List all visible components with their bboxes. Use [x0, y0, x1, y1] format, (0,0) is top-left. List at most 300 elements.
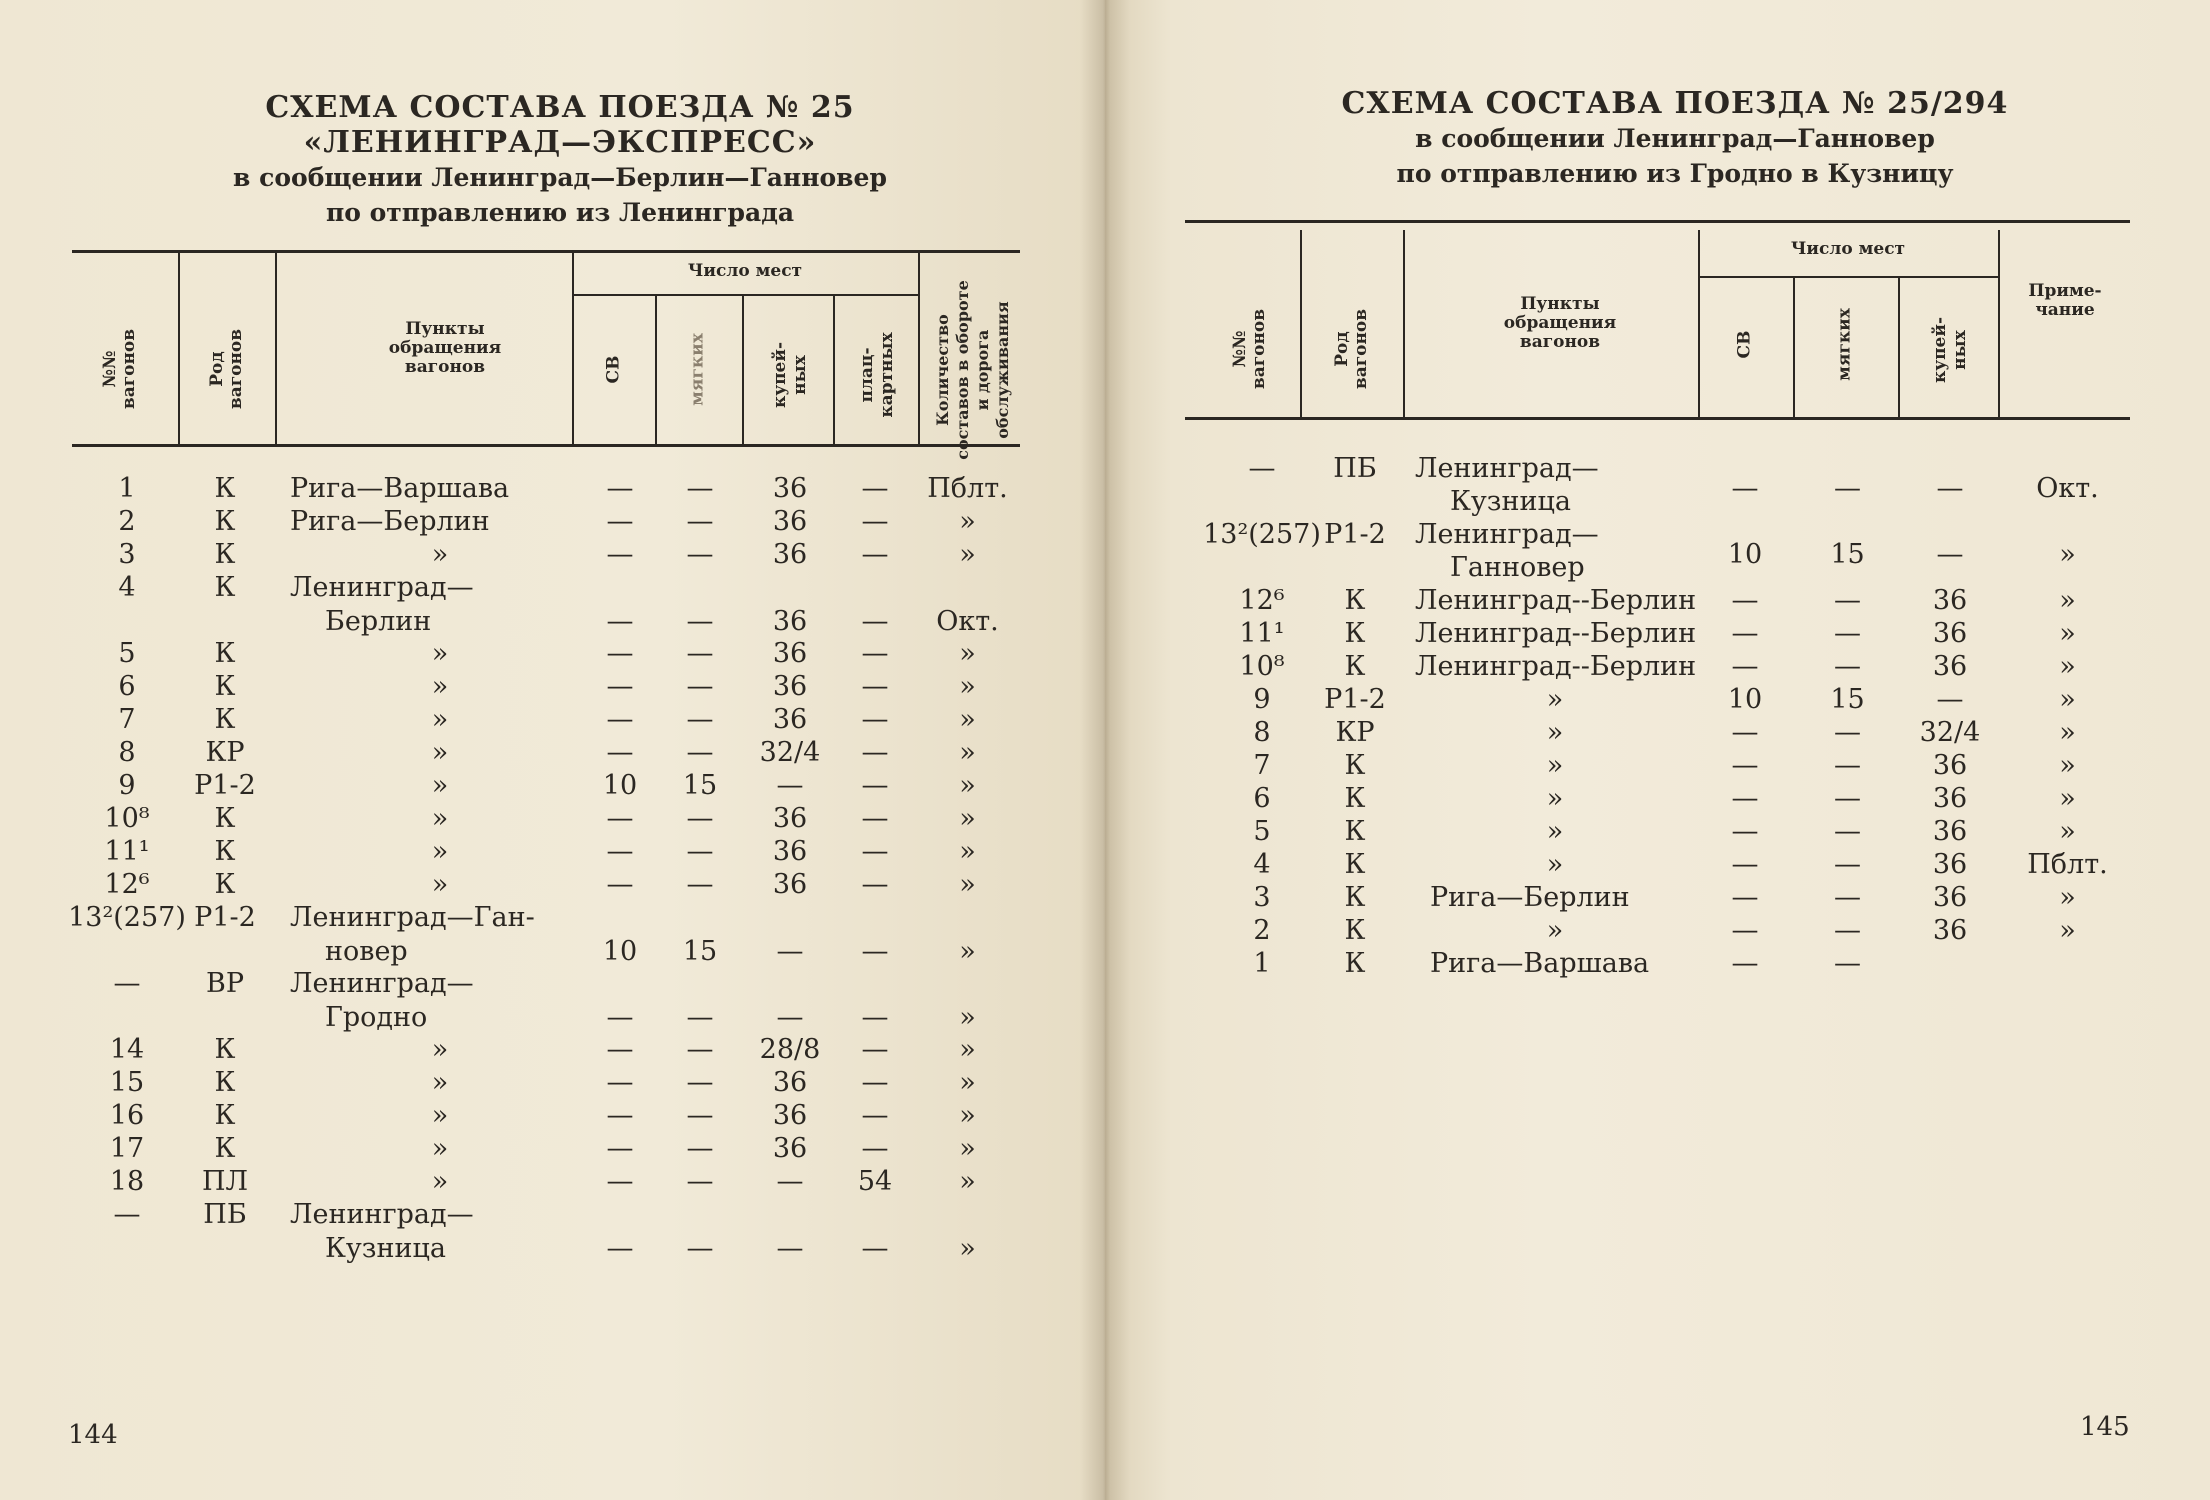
- cell-note: »: [959, 803, 976, 834]
- cell-soft: —: [686, 638, 714, 669]
- cell-no: 2: [118, 506, 136, 537]
- cell-note: »: [959, 770, 976, 801]
- cell-type: К: [214, 836, 236, 867]
- cell-route2: Кузница: [325, 1233, 446, 1264]
- cell-coupe: 36: [772, 704, 808, 735]
- cell-coupe: 36: [1932, 849, 1968, 880]
- cell-soft: —: [1834, 915, 1861, 946]
- left-title-line1: СХЕМА СОСТАВА ПОЕЗДА № 25: [265, 90, 855, 125]
- table-row: [1105, 716, 2210, 749]
- cell-coupe: 36: [772, 638, 808, 669]
- cell-sv: 10: [1727, 539, 1763, 570]
- cell-route: »: [1546, 717, 1564, 748]
- cell-coupe: —: [776, 936, 804, 967]
- cell-route2: Ганновер: [1450, 552, 1585, 583]
- cell-type: К: [1344, 618, 1366, 649]
- table-row: [1105, 683, 2210, 716]
- cell-no: 14: [109, 1034, 145, 1065]
- table-row: [0, 736, 1105, 770]
- cell-type: К: [214, 506, 236, 537]
- cell-route: »: [431, 1133, 449, 1164]
- cell-coupe: —: [1936, 684, 1964, 715]
- cell-platz: —: [861, 638, 889, 669]
- cell-no: 12⁶: [1239, 585, 1285, 616]
- cell-platz: —: [861, 473, 889, 504]
- cell-note: »: [959, 1166, 976, 1197]
- cell-type: К: [1344, 651, 1366, 682]
- table-row: [0, 571, 1105, 639]
- cell-platz: —: [861, 869, 889, 900]
- cell-no: 16: [109, 1100, 145, 1131]
- cell-type: К: [214, 869, 236, 900]
- cell-platz: —: [861, 539, 889, 570]
- cell-coupe: 36: [772, 803, 808, 834]
- cell-soft: —: [686, 737, 714, 768]
- cell-sv: 10: [1727, 684, 1763, 715]
- cell-soft: —: [1834, 750, 1861, 781]
- cell-no: 7: [1253, 750, 1271, 781]
- cell-type: К: [214, 1034, 236, 1065]
- left-header-seats: Число мест: [687, 261, 803, 281]
- table-row: [1105, 782, 2210, 815]
- cell-soft: —: [1834, 816, 1861, 847]
- table-row: [1105, 518, 2210, 584]
- cell-note: »: [959, 1233, 976, 1264]
- cell-route: »: [431, 704, 449, 735]
- cell-type: Р1-2: [1324, 684, 1386, 715]
- cell-type: К: [214, 803, 236, 834]
- cell-no: 18: [109, 1166, 145, 1197]
- right-table-top-rule: [1185, 220, 2130, 223]
- cell-coupe: 36: [1932, 882, 1968, 913]
- cell-route: Рига—Варшава: [290, 473, 510, 504]
- cell-route: »: [431, 539, 449, 570]
- left-col-rule: [833, 296, 835, 444]
- cell-note: Пблт.: [927, 473, 1008, 504]
- table-row: [1105, 452, 2210, 518]
- left-col-rule: [742, 296, 744, 444]
- cell-coupe: —: [1936, 473, 1964, 504]
- cell-route: »: [1546, 816, 1564, 847]
- cell-sv: —: [606, 638, 634, 669]
- right-col-rule: [1300, 230, 1302, 417]
- left-table-top-rule: [72, 250, 1020, 253]
- cell-route: Ленинград--Берлин: [1415, 585, 1697, 616]
- table-row: [1105, 914, 2210, 947]
- table-row: [1105, 815, 2210, 848]
- cell-coupe: 36: [772, 869, 808, 900]
- cell-note: »: [959, 737, 976, 768]
- cell-sv: —: [1731, 473, 1759, 504]
- cell-no: 17: [109, 1133, 145, 1164]
- cell-sv: —: [1731, 750, 1759, 781]
- cell-note: Окт.: [936, 606, 999, 637]
- table-row: [0, 505, 1105, 539]
- cell-type: К: [214, 539, 236, 570]
- right-header-wagon-no: №№ вагонов: [1230, 308, 1269, 390]
- cell-coupe: 36: [772, 606, 808, 637]
- left-header-bottom-rule: [72, 444, 1020, 447]
- cell-note: »: [959, 1034, 976, 1065]
- table-row: [0, 901, 1105, 969]
- cell-note: »: [959, 836, 976, 867]
- cell-soft: —: [686, 1100, 714, 1131]
- cell-route2: Берлин: [325, 606, 432, 637]
- table-row: [0, 802, 1105, 836]
- cell-sv: —: [606, 869, 634, 900]
- cell-platz: —: [861, 1233, 889, 1264]
- left-title: [170, 90, 950, 230]
- right-header-route: Пункты обращения вагонов: [1503, 294, 1617, 352]
- cell-sv: —: [1731, 717, 1759, 748]
- cell-sv: —: [1731, 618, 1759, 649]
- cell-no: 11¹: [1239, 618, 1285, 649]
- cell-platz: —: [861, 770, 889, 801]
- cell-platz: —: [861, 506, 889, 537]
- cell-type: ПБ: [1333, 453, 1377, 484]
- cell-no: 1: [118, 473, 136, 504]
- cell-note: »: [959, 704, 976, 735]
- cell-coupe: 36: [772, 1067, 808, 1098]
- right-header-note: Приме-чание: [2028, 281, 2102, 320]
- cell-soft: —: [686, 506, 714, 537]
- cell-note: »: [959, 1100, 976, 1131]
- cell-sv: —: [606, 1002, 634, 1033]
- cell-note: »: [959, 936, 976, 967]
- cell-sv: —: [606, 1067, 634, 1098]
- cell-type: К: [214, 638, 236, 669]
- cell-note: »: [959, 671, 976, 702]
- cell-platz: —: [861, 1002, 889, 1033]
- left-title-line4: по отправлению из Ленинграда: [325, 198, 795, 227]
- table-row: [0, 1165, 1105, 1199]
- cell-type: К: [1344, 849, 1366, 880]
- cell-no: 5: [118, 638, 136, 669]
- cell-coupe: 36: [1932, 783, 1968, 814]
- cell-no: 13²(257): [1203, 519, 1321, 550]
- table-row: [1105, 584, 2210, 617]
- cell-type: К: [214, 671, 236, 702]
- cell-coupe: 36: [772, 671, 808, 702]
- cell-note: Пблт.: [2027, 849, 2108, 880]
- cell-no: 5: [1253, 816, 1271, 847]
- cell-type: К: [214, 1100, 236, 1131]
- cell-type: К: [214, 1067, 236, 1098]
- cell-no: 4: [118, 572, 136, 603]
- cell-type: К: [1344, 816, 1366, 847]
- cell-coupe: 36: [1932, 651, 1968, 682]
- cell-route: »: [431, 671, 449, 702]
- cell-no: 15: [109, 1067, 145, 1098]
- cell-route: Ленинград--Берлин: [1415, 618, 1697, 649]
- cell-no: 3: [1253, 882, 1271, 913]
- cell-note: »: [959, 539, 976, 570]
- cell-coupe: —: [776, 1233, 804, 1264]
- cell-sv: —: [606, 473, 634, 504]
- cell-note: »: [959, 1067, 976, 1098]
- cell-coupe: 36: [772, 506, 808, 537]
- cell-soft: 15: [682, 936, 718, 967]
- cell-sv: —: [1731, 849, 1759, 880]
- table-row: [1105, 749, 2210, 782]
- cell-type: К: [1344, 948, 1366, 979]
- cell-sv: —: [606, 606, 634, 637]
- cell-coupe: 36: [1932, 618, 1968, 649]
- cell-no: 10⁸: [1239, 651, 1285, 682]
- left-title-line2: «ЛЕНИНГРАД—ЭКСПРЕСС»: [303, 125, 817, 160]
- cell-soft: —: [1834, 783, 1861, 814]
- cell-no: 1: [1253, 948, 1271, 979]
- cell-route: Ленинград—: [290, 572, 474, 603]
- left-header-count: Количество составов в обороте и дорога обслуживания: [933, 280, 1012, 460]
- cell-route: »: [1546, 915, 1564, 946]
- cell-no: —: [113, 1199, 141, 1230]
- cell-type: К: [214, 473, 236, 504]
- cell-route: Ленинград—: [290, 968, 474, 999]
- cell-coupe: —: [776, 1002, 804, 1033]
- cell-no: 3: [118, 539, 136, 570]
- right-header-soft: мягких: [1834, 308, 1855, 381]
- cell-coupe: 36: [1932, 915, 1968, 946]
- cell-note: »: [2059, 750, 2076, 781]
- cell-type: ПБ: [203, 1199, 247, 1230]
- cell-note: »: [2059, 882, 2076, 913]
- cell-sv: —: [606, 1100, 634, 1131]
- left-header-route: Пункты обращения вагонов: [388, 319, 502, 377]
- cell-note: »: [2059, 618, 2076, 649]
- cell-coupe: 36: [772, 1133, 808, 1164]
- table-row: [1105, 881, 2210, 914]
- cell-soft: 15: [682, 770, 718, 801]
- cell-no: —: [1248, 453, 1276, 484]
- cell-route: »: [1546, 849, 1564, 880]
- left-col-rule: [918, 252, 920, 444]
- cell-coupe: 36: [772, 1100, 808, 1131]
- right-header-seats: Число мест: [1790, 239, 1906, 259]
- right-header-coupe: купей-ных: [1930, 316, 1970, 384]
- cell-type: Р1-2: [1324, 519, 1386, 550]
- cell-platz: —: [861, 1034, 889, 1065]
- cell-platz: —: [861, 1133, 889, 1164]
- cell-type: Р1-2: [194, 902, 256, 933]
- cell-soft: —: [686, 836, 714, 867]
- cell-sv: —: [606, 1166, 634, 1197]
- cell-sv: —: [1731, 783, 1759, 814]
- left-header-soft: мягких: [687, 333, 708, 406]
- cell-route: »: [431, 1166, 449, 1197]
- cell-platz: —: [861, 1067, 889, 1098]
- cell-type: К: [214, 704, 236, 735]
- cell-soft: —: [686, 539, 714, 570]
- table-row: [0, 967, 1105, 1035]
- table-row: [1105, 848, 2210, 881]
- cell-route: Ленинград—Ган-: [290, 902, 535, 933]
- cell-coupe: 32/4: [1919, 717, 1981, 748]
- cell-soft: —: [1834, 585, 1861, 616]
- cell-soft: —: [1834, 849, 1861, 880]
- cell-type: К: [1344, 915, 1366, 946]
- right-page-number: 145: [2080, 1412, 2130, 1442]
- cell-soft: —: [686, 869, 714, 900]
- right-header-type: Род вагонов: [1332, 308, 1371, 390]
- cell-note: »: [2059, 684, 2076, 715]
- cell-route: Рига—Берлин: [1430, 882, 1630, 913]
- cell-route: »: [1546, 783, 1564, 814]
- cell-sv: 10: [602, 936, 638, 967]
- left-title-line3: в сообщении Ленинград—Берлин—Ганновер: [233, 163, 887, 192]
- left-seats-rule: [572, 294, 918, 296]
- cell-no: 12⁶: [104, 869, 150, 900]
- cell-type: К: [214, 1133, 236, 1164]
- cell-route: »: [431, 869, 449, 900]
- cell-note: »: [2059, 717, 2076, 748]
- cell-coupe: 32/4: [759, 737, 821, 768]
- cell-route: »: [431, 1034, 449, 1065]
- cell-sv: —: [1731, 915, 1759, 946]
- cell-route: »: [431, 1067, 449, 1098]
- cell-sv: —: [606, 1233, 634, 1264]
- cell-route: Ленинград—: [1415, 453, 1599, 484]
- cell-coupe: 36: [1932, 750, 1968, 781]
- cell-no: 2: [1253, 915, 1271, 946]
- left-header-wagon-no: №№ вагонов: [100, 328, 139, 410]
- table-row: [0, 472, 1105, 506]
- cell-soft: —: [1834, 717, 1861, 748]
- cell-no: 9: [1253, 684, 1271, 715]
- left-header-sv: СВ: [603, 355, 624, 384]
- cell-sv: —: [606, 1034, 634, 1065]
- cell-platz: —: [861, 1100, 889, 1131]
- table-row: [0, 1132, 1105, 1166]
- cell-soft: —: [686, 803, 714, 834]
- cell-sv: —: [606, 737, 634, 768]
- table-row: [0, 637, 1105, 671]
- cell-platz: —: [861, 936, 889, 967]
- cell-note: »: [2059, 783, 2076, 814]
- cell-coupe: —: [776, 1166, 804, 1197]
- cell-soft: —: [1834, 651, 1861, 682]
- right-title-line2: в сообщении Ленинград—Ганновер: [1415, 124, 1935, 153]
- cell-sv: —: [1731, 816, 1759, 847]
- cell-soft: —: [686, 1067, 714, 1098]
- cell-route: »: [431, 803, 449, 834]
- right-seats-rule: [1698, 276, 1998, 278]
- table-row: [0, 1198, 1105, 1266]
- table-row: [0, 538, 1105, 572]
- cell-sv: —: [606, 539, 634, 570]
- cell-route2: Кузница: [1450, 486, 1571, 517]
- cell-platz: —: [861, 803, 889, 834]
- cell-note: »: [2059, 539, 2076, 570]
- cell-type: КР: [205, 737, 245, 768]
- cell-type: ПЛ: [201, 1166, 249, 1197]
- cell-platz: —: [861, 836, 889, 867]
- cell-note: »: [2059, 816, 2076, 847]
- right-header-sv: СВ: [1734, 330, 1755, 359]
- right-col-rule: [1898, 278, 1900, 417]
- cell-sv: —: [606, 671, 634, 702]
- cell-soft: —: [686, 704, 714, 735]
- cell-platz: —: [861, 704, 889, 735]
- left-col-rule: [275, 252, 277, 444]
- right-col-rule: [1793, 278, 1795, 417]
- cell-soft: —: [686, 1034, 714, 1065]
- left-header-coupe: купей-ных: [770, 341, 810, 409]
- cell-soft: —: [686, 1166, 714, 1197]
- cell-no: 6: [1253, 783, 1271, 814]
- cell-coupe: 36: [1932, 816, 1968, 847]
- cell-type: КР: [1335, 717, 1375, 748]
- cell-note: »: [2059, 915, 2076, 946]
- left-header-platz: плац-картных: [857, 332, 897, 418]
- cell-no: 13²(257): [68, 902, 186, 933]
- cell-route: Ленинград—: [1415, 519, 1599, 550]
- table-row: [0, 868, 1105, 902]
- cell-route: Ленинград—: [290, 1199, 474, 1230]
- left-col-rule: [655, 296, 657, 444]
- cell-route: »: [431, 1100, 449, 1131]
- cell-soft: 15: [1830, 539, 1865, 570]
- left-header-type: Род вагонов: [207, 328, 246, 410]
- table-row: [0, 703, 1105, 737]
- cell-type: Р1-2: [194, 770, 256, 801]
- cell-no: 8: [118, 737, 136, 768]
- cell-note: »: [959, 506, 976, 537]
- cell-no: 8: [1253, 717, 1271, 748]
- cell-soft: —: [1834, 948, 1861, 979]
- cell-soft: —: [1834, 882, 1861, 913]
- right-col-rule: [1403, 230, 1405, 417]
- right-title-line1: СХЕМА СОСТАВА ПОЕЗДА № 25/294: [1341, 86, 2009, 121]
- cell-route: Рига—Берлин: [290, 506, 490, 537]
- right-page: [1105, 0, 2210, 1500]
- cell-coupe: 28/8: [759, 1034, 821, 1065]
- right-title-line3: по отправлению из Гродно в Кузницу: [1396, 159, 1954, 188]
- cell-sv: —: [606, 1133, 634, 1164]
- cell-soft: 15: [1830, 684, 1865, 715]
- cell-route: »: [1546, 684, 1564, 715]
- cell-note: »: [959, 1002, 976, 1033]
- cell-note: »: [2059, 585, 2076, 616]
- table-row: [0, 670, 1105, 704]
- table-row: [1105, 617, 2210, 650]
- cell-platz: —: [861, 606, 889, 637]
- cell-route: »: [431, 770, 449, 801]
- cell-platz: 54: [857, 1166, 893, 1197]
- cell-soft: —: [686, 671, 714, 702]
- cell-no: 7: [118, 704, 136, 735]
- cell-soft: —: [686, 1233, 714, 1264]
- cell-note: »: [2059, 651, 2076, 682]
- cell-soft: —: [1834, 618, 1861, 649]
- cell-route: »: [431, 737, 449, 768]
- cell-no: 6: [118, 671, 136, 702]
- right-header-bottom-rule: [1185, 417, 2130, 420]
- cell-route: Ленинград--Берлин: [1415, 651, 1697, 682]
- cell-no: 11¹: [104, 836, 150, 867]
- cell-coupe: 36: [772, 473, 808, 504]
- cell-sv: 10: [602, 770, 638, 801]
- table-row: [1105, 650, 2210, 683]
- cell-soft: —: [686, 606, 714, 637]
- cell-sv: —: [1731, 948, 1759, 979]
- cell-type: К: [1344, 882, 1366, 913]
- cell-platz: —: [861, 737, 889, 768]
- right-col-rule: [1998, 230, 2000, 417]
- cell-coupe: 36: [772, 539, 808, 570]
- cell-note: »: [959, 638, 976, 669]
- cell-soft: —: [686, 1002, 714, 1033]
